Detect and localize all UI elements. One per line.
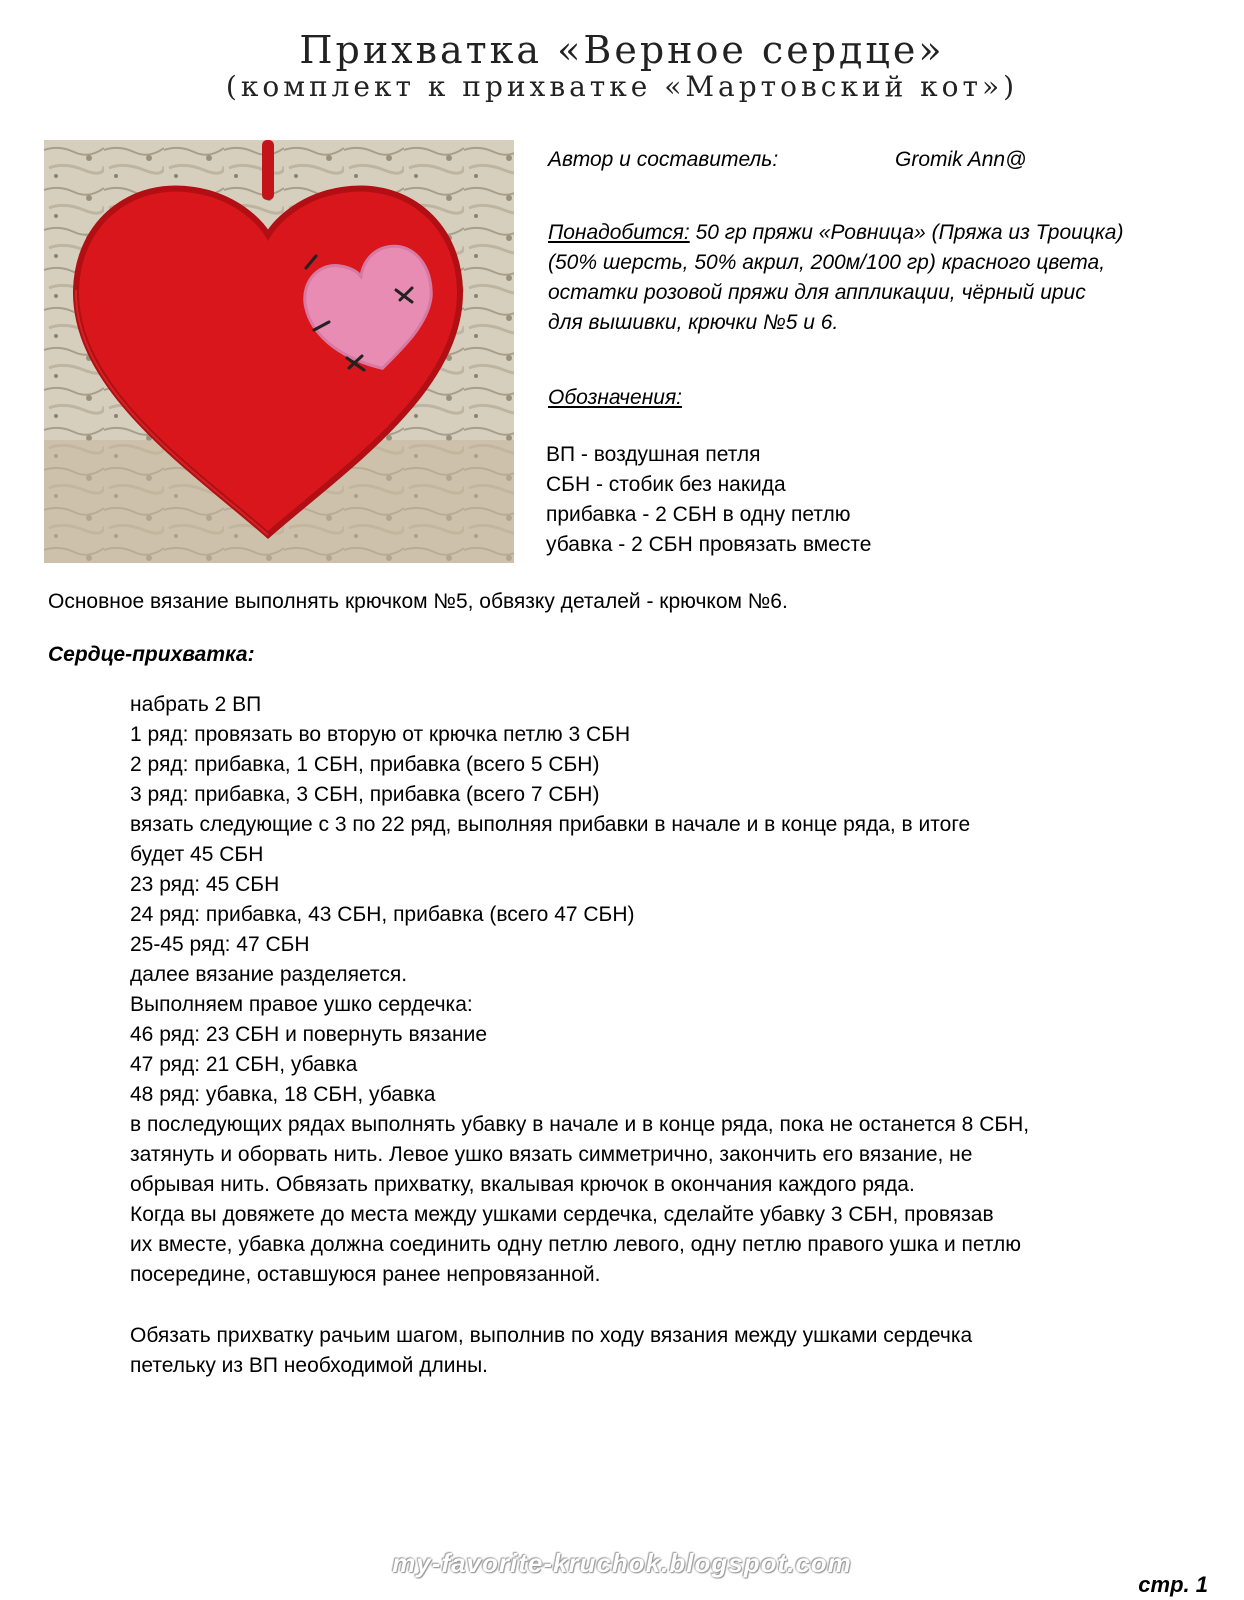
- instruction-line: 24 ряд: прибавка, 43 СБН, прибавка (всего 47 СБН): [130, 903, 635, 926]
- final-instructions: [130, 1321, 1210, 1381]
- instruction-line: в последующих рядах выполнять убавку в начале и в конце ряда, пока не останется 8 СБН,: [130, 1113, 1030, 1136]
- instruction-line: 2 ряд: прибавка, 1 СБН, прибавка (всего 5 СБН): [130, 753, 600, 776]
- legend-item: ВП - воздушная петля: [546, 443, 761, 466]
- instruction-line: 1 ряд: провязать во вторую от крючка петлю 3 СБН: [130, 723, 631, 746]
- blog-watermark: my-favorite-kruchok.blogspot.com: [392, 1548, 852, 1578]
- instruction-line: набрать 2 ВП: [130, 693, 262, 716]
- instruction-line: посередине, оставшуюся ранее непровязанной.: [130, 1263, 601, 1286]
- materials-line: для вышивки, крючки №5 и 6.: [548, 311, 839, 334]
- legend-item: убавка - 2 СБН провязать вместе: [546, 533, 872, 556]
- instruction-line: Когда вы довяжете до места между ушками сердечка, сделайте убавку 3 СБН, провязав: [130, 1203, 994, 1226]
- page-number: стр. 1: [1138, 1572, 1208, 1597]
- instruction-line: обрывая нить. Обвязать прихватку, вкалывая крючок в окончания каждого ряда.: [130, 1173, 915, 1196]
- instruction-line: затянуть и оборвать нить. Левое ушко вязать симметрично, закончить его вязание, не: [130, 1143, 973, 1166]
- instruction-line: их вместе, убавка должна соединить одну петлю левого, одну петлю правого ушка и петлю: [130, 1233, 1022, 1256]
- instruction-line: далее вязание разделяется.: [130, 963, 408, 986]
- instruction-line: вязать следующие с 3 по 22 ряд, выполняя прибавки в начале и в конце ряда, в итоге: [130, 813, 971, 836]
- materials-line: остатки розовой пряжи для аппликации, чёрный ирис: [548, 281, 1086, 304]
- instruction-line: 47 ряд: 21 СБН, убавка: [130, 1053, 358, 1076]
- page-subtitle: (комплект к прихватке «Мартовский кот»): [225, 70, 1019, 103]
- legend-list: [546, 440, 871, 560]
- page-title: Прихватка «Верное сердце»: [299, 28, 945, 72]
- materials-label: Понадобится:: [548, 221, 690, 244]
- heart-potholder-photo: [44, 140, 514, 563]
- instruction-line: Обязать прихватку рачьим шагом, выполнив по ходу вязания между ушками сердечка: [130, 1324, 973, 1347]
- materials-block: [548, 218, 1238, 338]
- instruction-line: 48 ряд: убавка, 18 СБН, убавка: [130, 1083, 436, 1106]
- instruction-line: петельку из ВП необходимой длины.: [130, 1354, 488, 1377]
- materials-line: (50% шерсть, 50% акрил, 200м/100 гр) красного цвета,: [548, 251, 1106, 274]
- instruction-line: 3 ряд: прибавка, 3 СБН, прибавка (всего 7 СБН): [130, 783, 600, 806]
- instructions-list: [130, 690, 1210, 1290]
- materials-line: 50 гр пряжи «Ровница» (Пряжа из Троицка): [689, 221, 1124, 244]
- instruction-line: 23 ряд: 45 СБН: [130, 873, 280, 896]
- instruction-line: 46 ряд: 23 СБН и повернуть вязание: [130, 1023, 488, 1046]
- author-label: Автор и составитель:: [548, 148, 779, 171]
- section-heading: Сердце-прихватка:: [48, 643, 255, 666]
- legend-item: прибавка - 2 СБН в одну петлю: [546, 503, 851, 526]
- author-name: Gromik Ann@: [895, 148, 1027, 171]
- hook-note: Основное вязание выполнять крючком №5, обвязку деталей - крючком №6.: [48, 590, 788, 613]
- legend-heading: Обозначения:: [548, 386, 683, 409]
- instruction-line: Выполняем правое ушко сердечка:: [130, 993, 473, 1016]
- instruction-line: будет 45 СБН: [130, 843, 264, 866]
- legend-item: СБН - стобик без накида: [546, 473, 786, 496]
- instruction-line: 25-45 ряд: 47 СБН: [130, 933, 310, 956]
